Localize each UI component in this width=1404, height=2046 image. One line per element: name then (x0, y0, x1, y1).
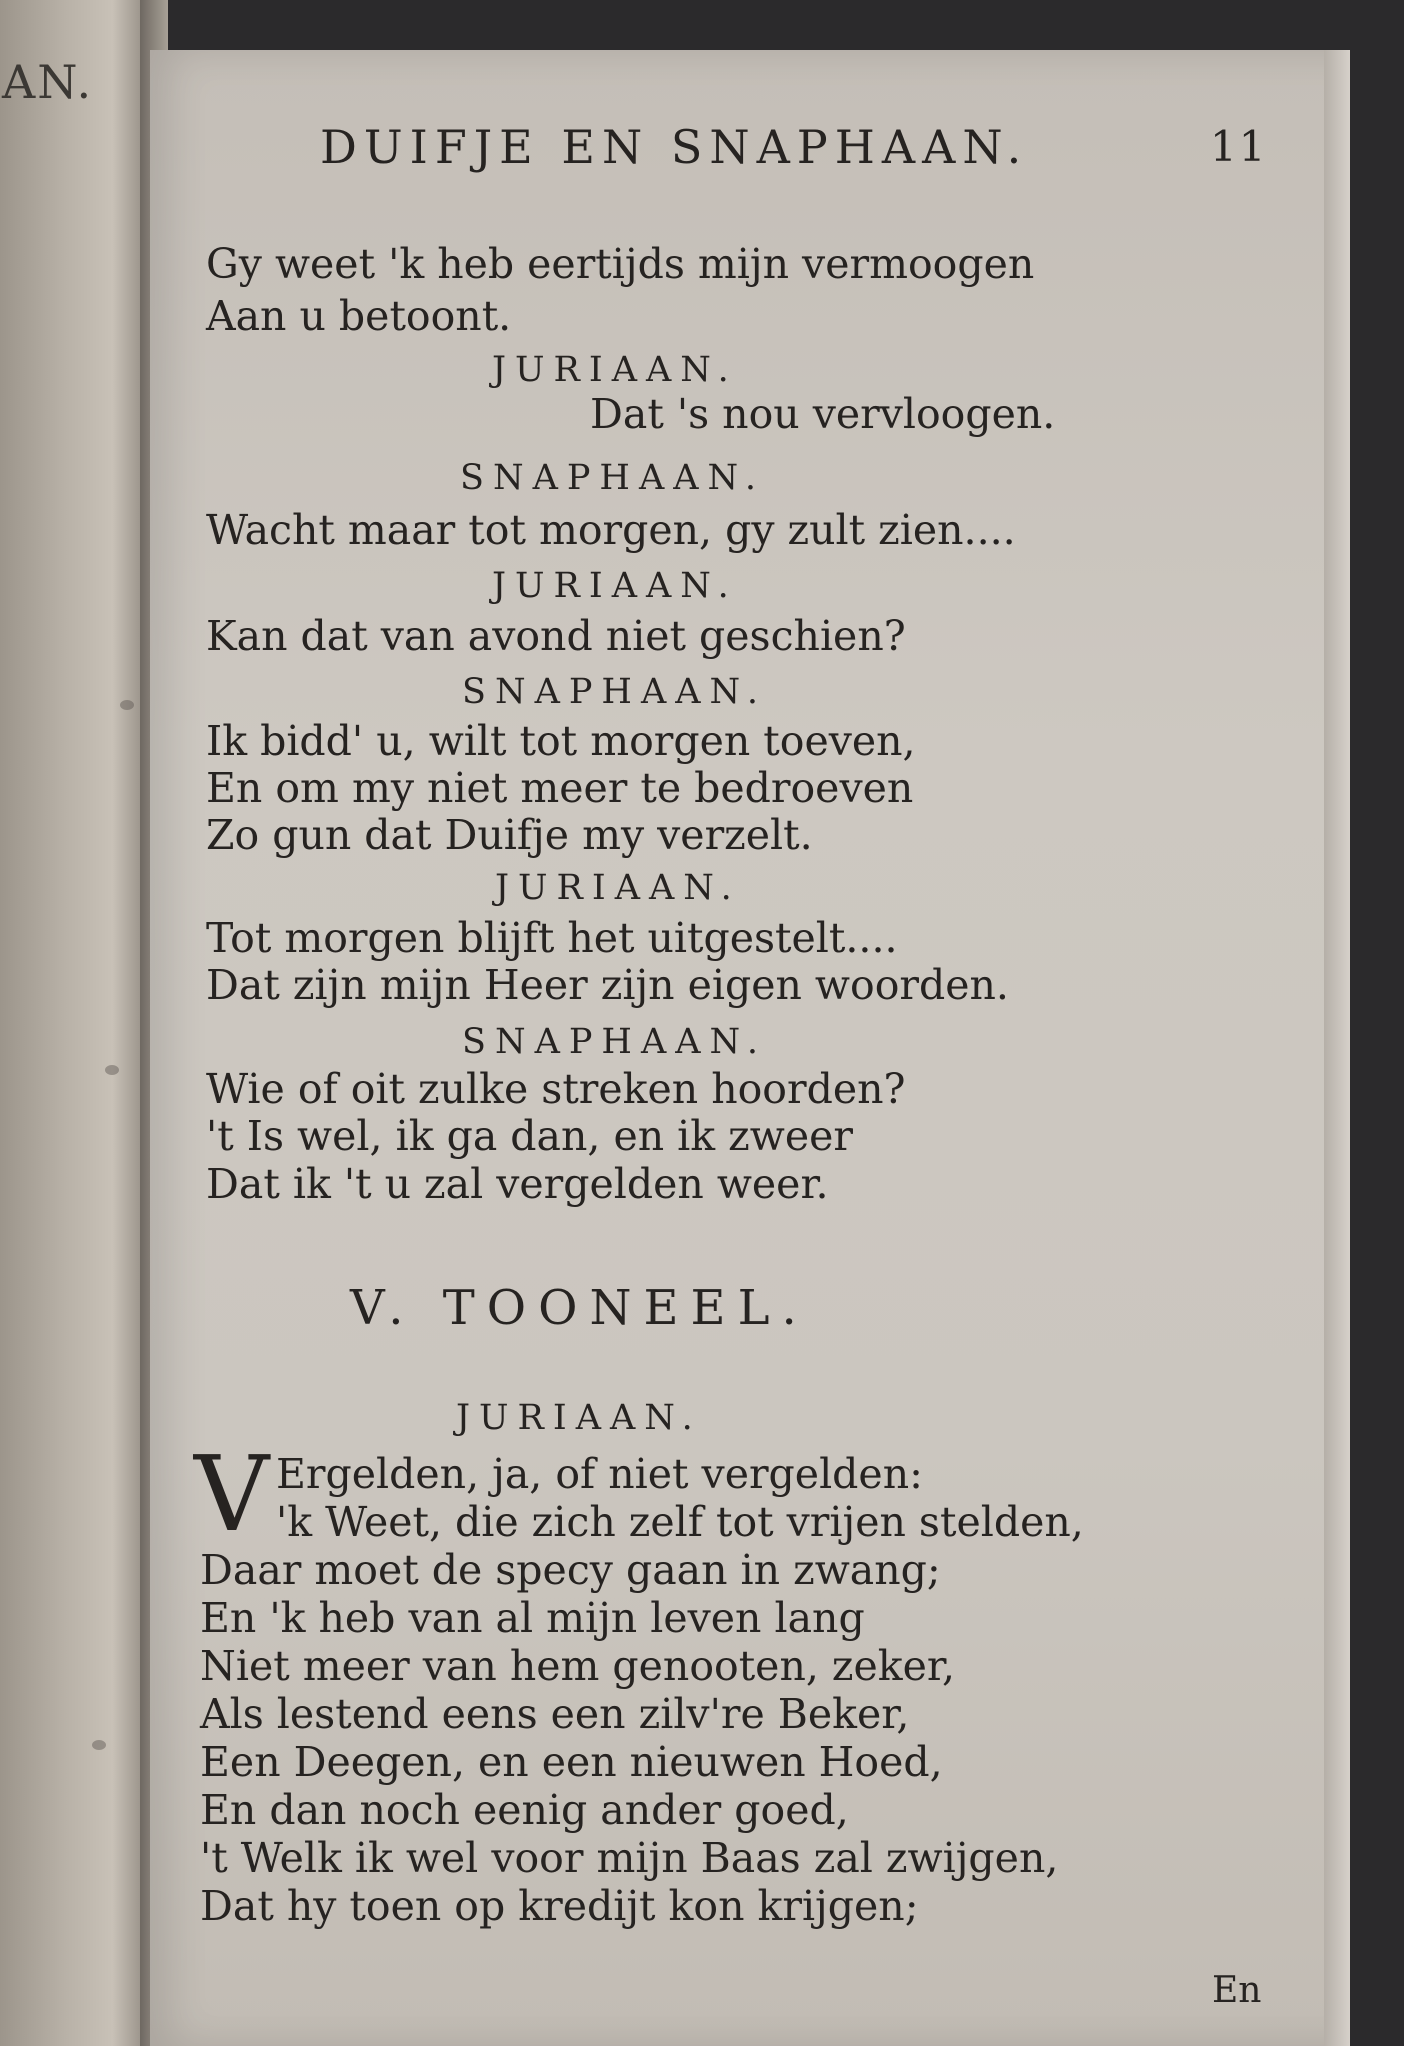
speaker-name: JURIAAN. (495, 868, 741, 908)
speaker-name: JURIAAN. (492, 350, 738, 390)
catchword: En (1212, 1970, 1262, 2011)
verse-line: En dan noch eenig ander goed, (200, 1786, 849, 1834)
stitch-hole (120, 700, 134, 710)
scene-heading: V. TOONEEL. (350, 1280, 809, 1336)
stitch-hole (105, 1065, 119, 1075)
verse-line: En om my niet meer te bedroeven (206, 764, 914, 812)
verse-line: Daar moet de specy gaan in zwang; (200, 1546, 941, 1594)
verse-line: Dat hy toen op kredijt kon krijgen; (200, 1882, 919, 1930)
verse-line: Kan dat van avond niet geschien? (206, 612, 906, 660)
verse-line: Ik bidd' u, wilt tot morgen toeven, (206, 717, 916, 765)
verse-line: 't Is wel, ik ga dan, en ik zweer (206, 1112, 853, 1160)
stitch-hole (92, 1740, 106, 1750)
speaker-name: JURIAAN. (492, 566, 738, 606)
verse-line: Als lestend eens een zilv're Beker, (200, 1690, 910, 1738)
speaker-name: SNAPHAAN. (462, 1022, 768, 1062)
verse-line: Wie of oit zulke streken hoorden? (206, 1065, 906, 1113)
book-page (150, 50, 1350, 2046)
left-page (0, 0, 150, 2046)
verse-line: En 'k heb van al mijn leven lang (200, 1594, 865, 1642)
verse-line: Een Deegen, en een nieuwen Hoed, (200, 1738, 943, 1786)
verse-line: 't Welk ik wel voor mijn Baas zal zwijgen, (200, 1834, 1059, 1882)
speaker-name: SNAPHAAN. (462, 672, 768, 712)
page-number: 11 (1210, 122, 1268, 171)
verse-line: Zo gun dat Duifje my verzelt. (206, 811, 813, 859)
verse-line: 'k Weet, die zich zelf tot vrijen stelden, (276, 1498, 1084, 1546)
verse-line: Dat ik 't u zal vergelden weer. (206, 1160, 829, 1208)
verse-line: Wacht maar tot morgen, gy zult zien.... (206, 506, 1016, 554)
verse-line: Niet meer van hem genooten, zeker, (200, 1642, 956, 1690)
speaker-name: SNAPHAAN. (460, 458, 766, 498)
verse-line: Tot morgen blijft het uitgestelt.... (206, 914, 898, 962)
verse-line: Ergelden, ja, of niet vergelden: (276, 1450, 923, 1498)
left-page-fragment: AN. (2, 55, 94, 109)
page-edge (1324, 50, 1350, 2046)
verse-line: Dat zijn mijn Heer zijn eigen woorden. (206, 961, 1009, 1009)
verse-line: Aan u betoont. (206, 292, 512, 340)
verse-line: Dat 's nou vervloogen. (590, 390, 1056, 438)
verse-line: Gy weet 'k heb eertijds mijn vermoogen (206, 240, 1035, 288)
speaker-name: JURIAAN. (456, 1398, 702, 1438)
drop-cap-letter: V (194, 1433, 270, 1555)
running-head: DUIFJE EN SNAPHAAN. (320, 120, 1029, 174)
